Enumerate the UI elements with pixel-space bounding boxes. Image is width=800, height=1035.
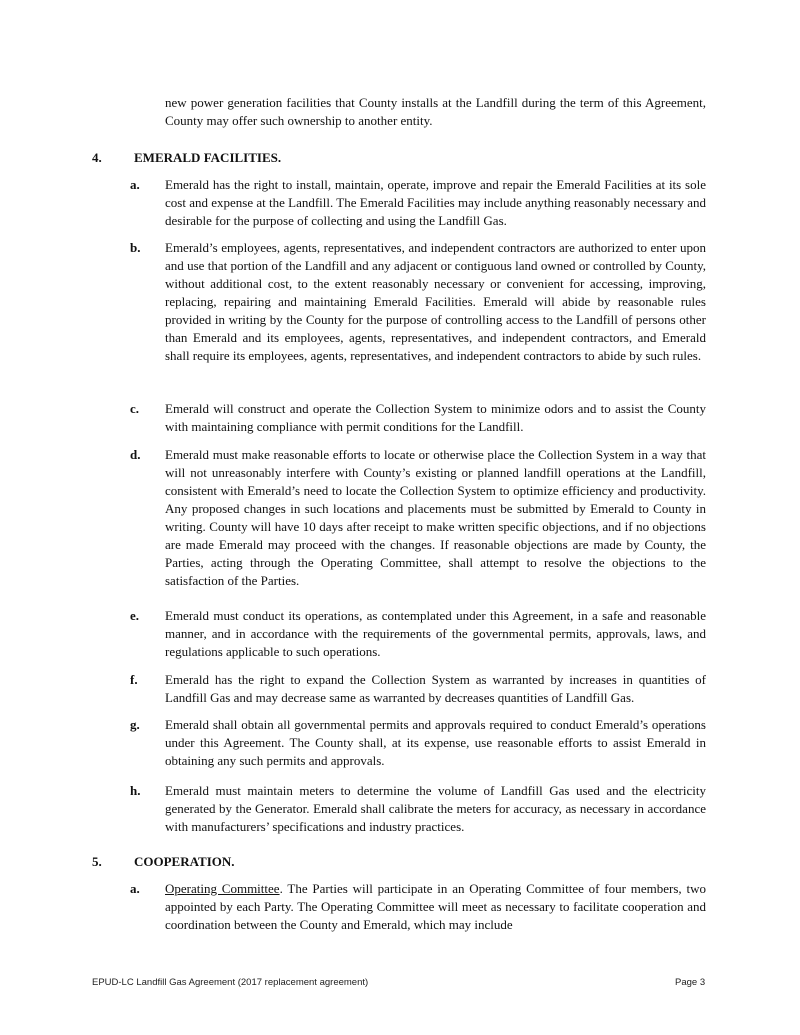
section-4-heading: [92, 149, 281, 167]
item-text: Emerald must make reasonable efforts to locate or otherwise place the Collection System in a way that will not unreasonably interfere with County’s existing or planned landfill operations at the Landfill, consistent with Emerald’s need to locate the Collection System to optimize efficiency and productivity. Any proposed changes in such locations and placements must be submitted by Emerald to County in writing. County will have 10 days after receipt to make written specific objections, and if no objections are made Emerald may proceed with the changes. If reasonable objections are made by County, the Parties, acting through the Operating Committee, shall attempt to resolve the objections to the satisfaction of the Parties.: [165, 447, 706, 588]
section-4-item-b: [130, 239, 706, 365]
section-title: EMERALD FACILITIES.: [134, 150, 282, 165]
section-title: COOPERATION.: [134, 854, 235, 869]
footer-page-number: Page 3: [675, 977, 706, 988]
item-label: g.: [130, 717, 140, 732]
item-text: Emerald’s employees, agents, representatives, and independent contractors are authorized to enter upon and use that portion of the Landfill and any adjacent or contiguous land owned or controlled by County, without additional cost, to the extent reasonably necessary or convenient for accessing, improving, replacing, repairing and maintaining Emerald Facilities. Emerald will abide by reasonable rules provided in writing by the County for the purpose of controlling access to the Landfill of persons other than Emerald and its employees, agents, representatives, and independent contractors, and Emerald shall require its employees, agents, representatives, and independent contractors to abide by such rules.: [165, 240, 706, 363]
item-text: Emerald must maintain meters to determine the volume of Landfill Gas used and the electricity generated by the Generator. Emerald shall calibrate the meters for accuracy, as necessary in accordance with manufacturers’ specifications and industry practices.: [165, 783, 706, 834]
item-heading: Operating Committee: [165, 881, 280, 896]
section-4-item-d: [130, 446, 706, 590]
section-4-item-a: [130, 176, 706, 230]
section-4-item-h: [130, 782, 706, 836]
item-label: b.: [130, 240, 141, 255]
item-text: Emerald will construct and operate the Collection System to minimize odors and to assist the County with maintaining compliance with permit conditions for the Landfill.: [165, 401, 706, 434]
item-body: . The Parties will participate in an Operating Committee of four members, two appointed by each Party. The Operating Committee will meet as necessary to facilitate cooperation and coordination between the County and Emerald, which may include: [165, 881, 706, 932]
item-text: [165, 880, 706, 934]
item-label: c.: [130, 401, 140, 416]
continuation-paragraph: new power generation facilities that County installs at the Landfill during the term of this Agreement, County may offer such ownership to another entity.: [165, 95, 706, 128]
section-4-item-f: [130, 671, 706, 707]
item-label: a.: [130, 881, 140, 896]
item-text: Emerald has the right to expand the Collection System as warranted by increases in quantities of Landfill Gas and may decrease same as warranted by decreases quantities of Landfill Gas.: [165, 672, 706, 705]
section-5-item-a: [130, 880, 706, 934]
item-label: h.: [130, 783, 141, 798]
item-label: e.: [130, 608, 140, 623]
section-4-item-g: [130, 716, 706, 770]
section-4-item-c: [130, 400, 706, 436]
item-label: a.: [130, 177, 140, 192]
section-5-heading: [92, 853, 235, 871]
section-number: 4.: [92, 150, 102, 165]
section-4-item-e: [130, 607, 706, 661]
item-label: d.: [130, 447, 141, 462]
section-number: 5.: [92, 854, 102, 869]
footer-document-title: EPUD-LC Landfill Gas Agreement (2017 replacement agreement): [92, 977, 369, 988]
item-label: f.: [130, 672, 138, 687]
item-text: Emerald shall obtain all governmental permits and approvals required to conduct Emerald’s operations under this Agreement. The County shall, at its expense, use reasonable efforts to assist Emerald in obtaining any such permits and approvals.: [165, 717, 706, 768]
item-text: Emerald must conduct its operations, as contemplated under this Agreement, in a safe and reasonable manner, and in accordance with the requirements of the governmental permits, approvals, laws, and regulations applicable to such operations.: [165, 608, 706, 659]
item-text: Emerald has the right to install, maintain, operate, improve and repair the Emerald Facilities at its sole cost and expense at the Landfill. The Emerald Facilities may include anything reasonably necessary and desirable for the purpose of collecting and using the Landfill Gas.: [165, 177, 706, 228]
